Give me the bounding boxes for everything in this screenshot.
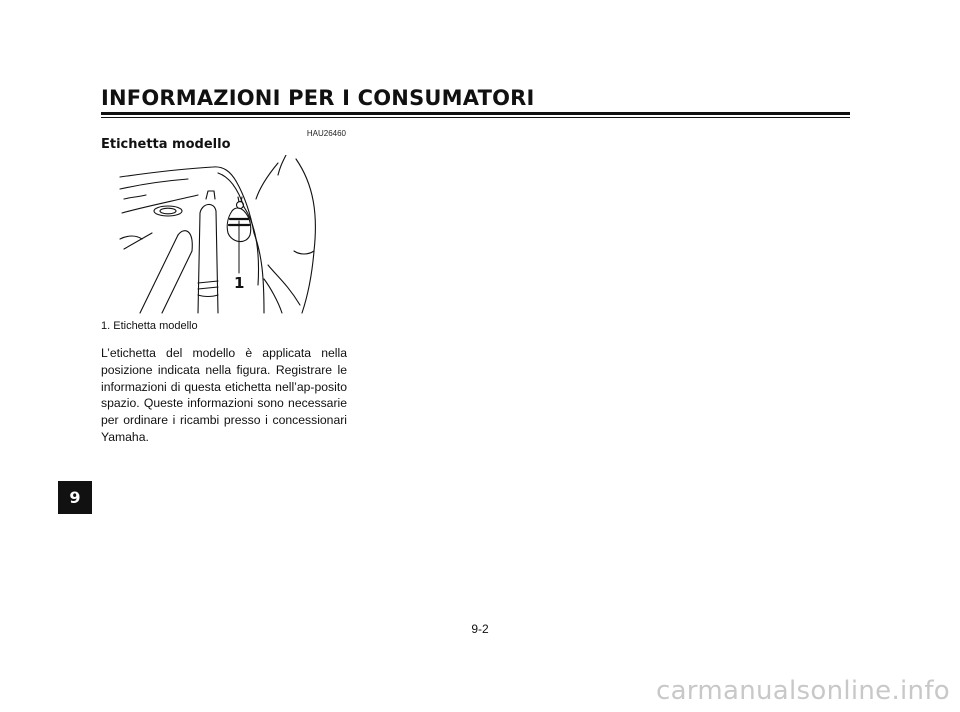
figure-caption: 1. Etichetta modello	[101, 320, 198, 332]
body-paragraph: L’etichetta del modello è applicata nella posizione indicata nella figura. Registrare le informazioni di questa etichetta nell’ap-posito spazio. Queste informazioni sono necessarie per ordinare i ricambi presso i concessionari Yamaha.	[101, 346, 347, 444]
document-code: HAU26460	[306, 129, 346, 138]
chapter-tab: 9	[58, 481, 92, 514]
title-rule	[101, 112, 850, 115]
model-label-illustration	[118, 155, 328, 315]
figure-callout-number: 1	[234, 274, 245, 292]
section-heading: Etichetta modello	[101, 137, 231, 152]
watermark: carmanualsonline.info	[655, 676, 950, 706]
title-rule-secondary	[101, 117, 850, 118]
page-number: 9-2	[471, 622, 489, 636]
page-title: INFORMAZIONI PER I CONSUMATORI	[101, 86, 535, 110]
